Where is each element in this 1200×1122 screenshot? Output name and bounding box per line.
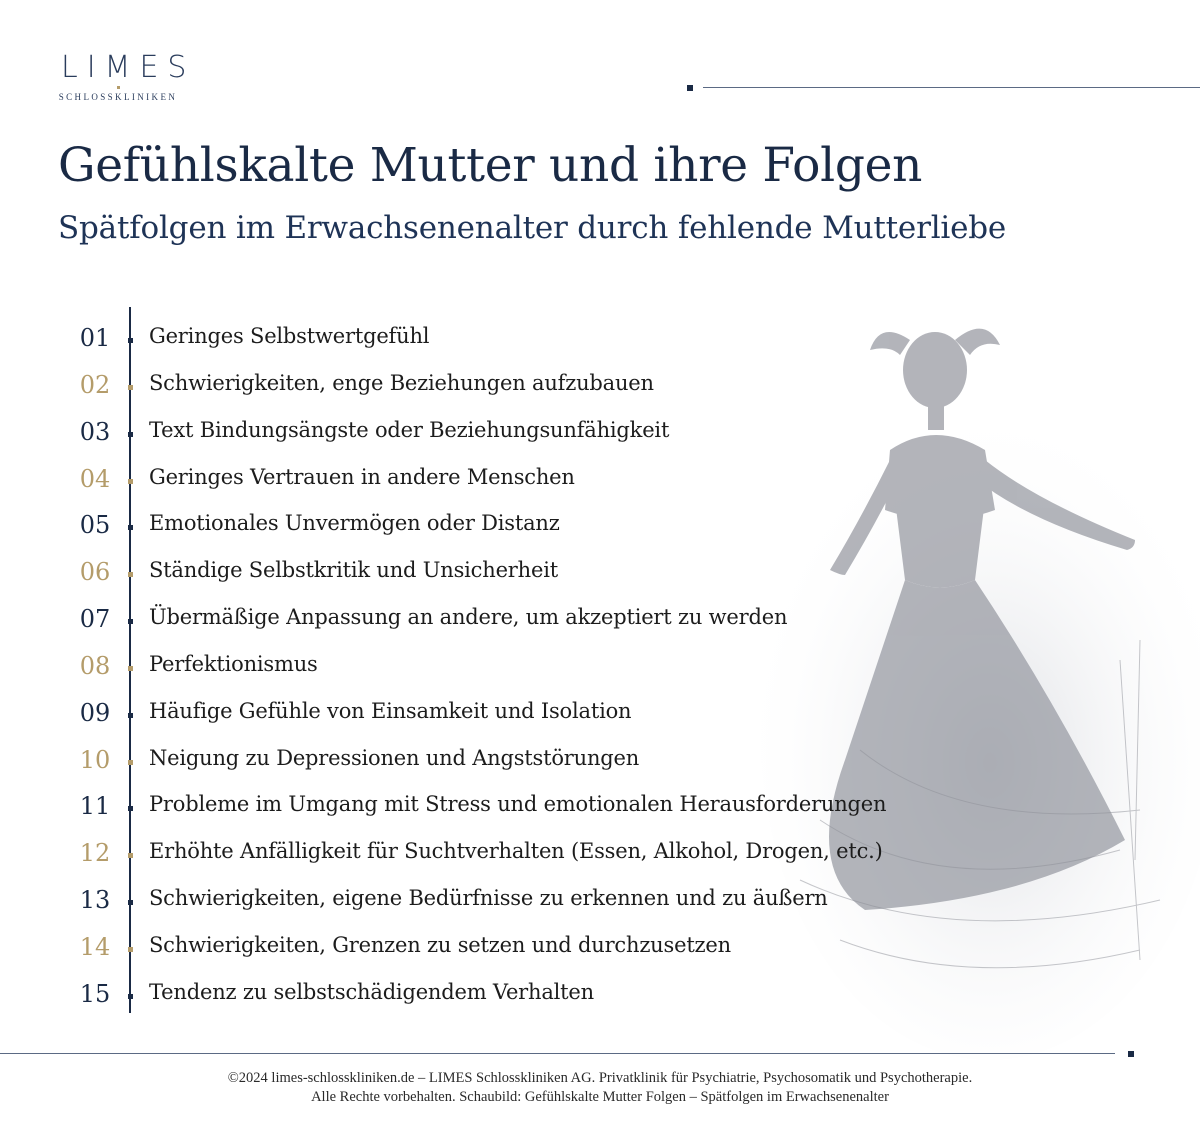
footer-copyright: ©2024 limes-schlosskliniken.de – LIMES Schlosskliniken AG. Privatklinik für Psychiatrie, Psychosomatik und Psychotherapie. [227,1070,973,1086]
list-item-text: Ständige Selbstkritik und Unsicherheit [149,558,558,583]
list-item-number: 15 [79,979,111,1008]
list-item-text: Erhöhte Anfälligkeit für Suchtverhalten (Essen, Alkohol, Drogen, etc.) [149,839,883,864]
list-item-number: 01 [79,324,111,352]
list-item-text: Text Bindungsängste oder Beziehungsunfähigkeit [149,417,670,442]
limes-logo [52,50,196,102]
list-item [0,736,1000,783]
list-item-bullet [128,525,133,530]
bottom-square-marker [1128,1051,1134,1057]
list-item-text: Schwierigkeiten, Grenzen zu setzen und durchzusetzen [149,932,731,957]
logo-subtitle: SCHLOSSKLINIKEN [58,92,178,102]
list-item [0,548,1000,595]
list-item [0,970,1000,1017]
list-item-bullet [128,572,133,577]
list-item-bullet [128,479,133,484]
list-item-bullet [128,994,133,999]
list-item-bullet [128,385,133,390]
list-item-bullet [128,806,133,811]
list-item-bullet [128,338,133,343]
list-item-text: Perfektionismus [149,651,318,676]
list-item-number: 06 [79,558,111,587]
list-item-text: Probleme im Umgang mit Stress und emotionalen Herausforderungen [149,792,887,817]
list-item [0,782,1000,829]
logo-wordmark: LIMES [61,50,196,85]
list-item [0,501,1000,548]
page-subtitle: Spätfolgen im Erwachsenenalter durch fehlende Mutterliebe [58,210,1007,246]
list-item-text: Schwierigkeiten, enge Beziehungen aufzubauen [149,370,654,395]
list-item-bullet [128,900,133,905]
list-item-number: 02 [79,370,111,399]
list-item-bullet [128,853,133,858]
list-item [0,455,1000,502]
list-item [0,689,1000,736]
logo-dot [117,86,120,89]
list-item-number: 08 [79,651,111,680]
footer-rights: Alle Rechte vorbehalten. Schaubild: Gefühlskalte Mutter Folgen – Spätfolgen im Erwachsenenalter [311,1089,889,1105]
list-item-bullet [128,947,133,952]
list-item-bullet [128,619,133,624]
list-item-number: 03 [79,417,111,446]
list-item-number: 12 [79,839,111,868]
top-divider [703,87,1200,88]
list-item-number: 05 [79,511,111,540]
list-item-text: Geringes Vertrauen in andere Menschen [149,464,575,489]
list-item-bullet [128,713,133,718]
list-item [0,829,1000,876]
list-item-text: Schwierigkeiten, eigene Bedürfnisse zu erkennen und zu äußern [149,886,828,911]
list-item-bullet [128,666,133,671]
list-item-number: 07 [79,605,111,634]
list-item-text: Neigung zu Depressionen und Angststörungen [149,745,640,770]
list-item [0,642,1000,689]
list-item [0,408,1000,455]
list-item-number: 11 [79,792,111,821]
list-item-text: Geringes Selbstwertgefühl [149,324,430,348]
list-item [0,595,1000,642]
list-item-number: 13 [79,886,111,915]
list-item-number: 14 [79,932,111,961]
bottom-divider [0,1053,1115,1054]
top-square-marker [687,85,693,91]
list-item-number: 09 [79,698,111,727]
list-item [0,361,1000,408]
list-item-text: Übermäßige Anpassung an andere, um akzeptiert zu werden [149,605,788,630]
list-item [0,876,1000,923]
list-item [0,923,1000,970]
list-item-text: Tendenz zu selbstschädigendem Verhalten [149,979,594,1004]
page-title: Gefühlskalte Mutter und ihre Folgen [58,138,923,193]
footer [0,1069,1200,1107]
list-item-text: Häufige Gefühle von Einsamkeit und Isolation [149,698,632,723]
list-item-text: Emotionales Unvermögen oder Distanz [149,511,560,536]
consequences-list [0,314,1000,1017]
list-item-bullet [128,432,133,437]
list-item-number: 10 [79,745,111,774]
list-item-bullet [128,760,133,765]
list-item-number: 04 [79,464,111,493]
list-item [0,314,1000,361]
